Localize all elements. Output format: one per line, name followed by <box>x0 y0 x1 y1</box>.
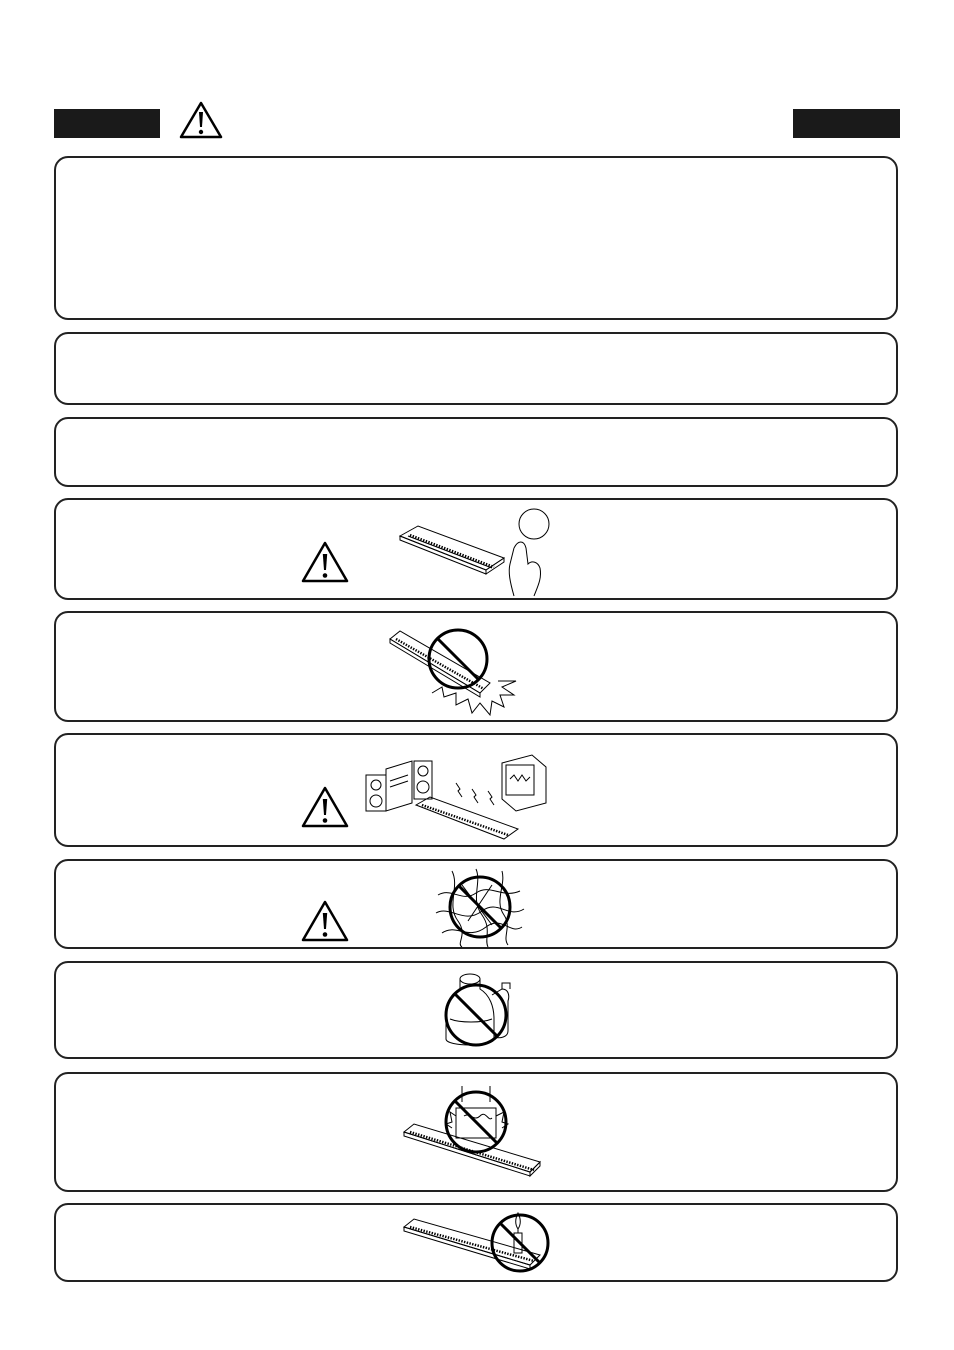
notice-section-heat <box>54 1072 898 1192</box>
piano-power-button-icon <box>390 506 560 598</box>
caution-triangle-icon <box>300 899 350 943</box>
notice-section-cords <box>54 859 898 949</box>
notice-section-3 <box>54 417 898 487</box>
header-label-left <box>54 109 160 138</box>
electrical-interference-icon <box>362 743 552 845</box>
notice-section-flame <box>54 1203 898 1282</box>
no-liquid-containers-icon <box>438 967 522 1057</box>
no-open-flame-icon <box>400 1209 552 1281</box>
notice-section-power <box>54 498 898 600</box>
caution-triangle-icon <box>300 540 350 584</box>
notice-section-liquids <box>54 961 898 1059</box>
notice-section-drop <box>54 611 898 722</box>
header-label-right <box>793 109 900 138</box>
notice-section-interference <box>54 733 898 847</box>
no-dropping-piano-icon <box>386 623 528 719</box>
warning-triangle-icon <box>178 100 224 140</box>
notice-section-1 <box>54 156 898 320</box>
caution-triangle-icon <box>300 785 350 829</box>
no-tangled-cords-icon <box>432 865 528 949</box>
no-heat-on-piano-icon <box>400 1082 552 1190</box>
notice-section-2 <box>54 332 898 405</box>
